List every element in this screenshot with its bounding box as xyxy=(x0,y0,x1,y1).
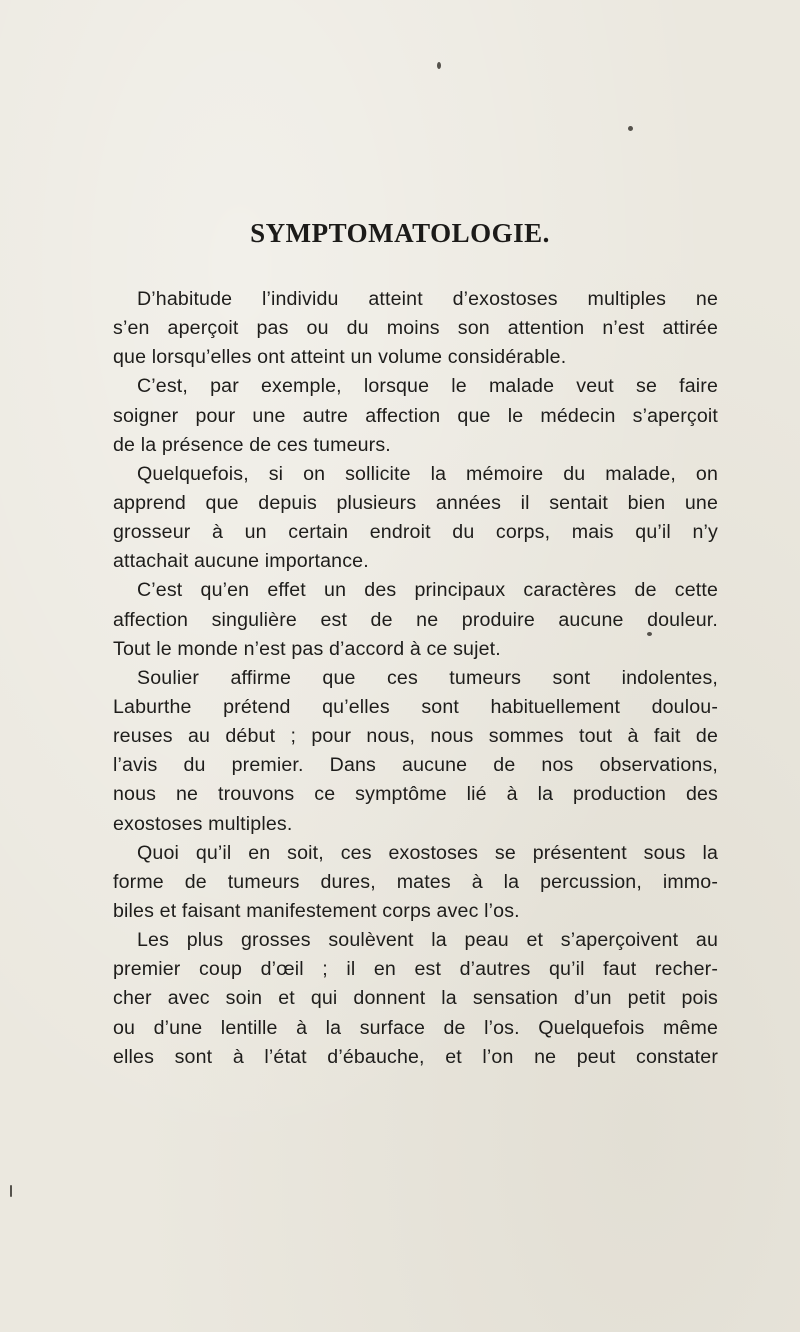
text-line: soigner pour une autre affection que le médecin s’aperçoit xyxy=(113,404,718,427)
text-line: ou d’une lentille à la surface de l’os. Quelquefois même xyxy=(113,1016,718,1039)
text-line: Les plus grosses soulèvent la peau et s’aperçoivent au xyxy=(137,929,718,952)
text-line: elles sont à l’état d’ébauche, et l’on ne peut constater xyxy=(113,1045,718,1068)
text-line: que lorsqu’elles ont atteint un volume considérable. xyxy=(113,346,567,369)
text-line: affection singulière est de ne produire aucune douleur. xyxy=(113,608,718,631)
text-line: forme de tumeurs dures, mates à la percussion, immo- xyxy=(113,870,718,893)
text-line: exostoses multiples. xyxy=(113,812,293,835)
text-line: biles et faisant manifestement corps avec l’os. xyxy=(113,899,520,922)
text-line: Soulier affirme que ces tumeurs sont indolentes, xyxy=(137,666,718,689)
text-line: s’en aperçoit pas ou du moins son attention n’est attirée xyxy=(113,317,718,340)
text-line: attachait aucune importance. xyxy=(113,550,369,573)
text-line: apprend que depuis plusieurs années il sentait bien une xyxy=(113,491,718,514)
text-line: C’est qu’en effet un des principaux caractères de cette xyxy=(137,579,718,602)
text-line: de la présence de ces tumeurs. xyxy=(113,433,391,456)
text-line: cher avec soin et qui donnent la sensation d’un petit pois xyxy=(113,987,718,1010)
ink-speck xyxy=(10,1185,12,1197)
ink-speck xyxy=(628,126,633,131)
text-line: nous ne trouvons ce symptôme lié à la production des xyxy=(113,783,718,806)
ink-speck xyxy=(437,62,441,69)
text-line: Laburthe prétend qu’elles sont habituellement doulou- xyxy=(113,695,718,718)
body-text xyxy=(113,285,718,1072)
text-line: D’habitude l’individu atteint d’exostoses multiples ne xyxy=(137,288,718,310)
text-line: grosseur à un certain endroit du corps, mais qu’il n’y xyxy=(113,521,718,544)
page-title: SYMPTOMATOLOGIE. xyxy=(250,218,550,248)
text-line: C’est, par exemple, lorsque le malade veut se faire xyxy=(137,375,718,398)
text-line: premier coup d’œil ; il en est d’autres qu’il faut recher- xyxy=(113,958,718,981)
text-line: Quoi qu’il en soit, ces exostoses se présentent sous la xyxy=(137,841,718,864)
text-line: l’avis du premier. Dans aucune de nos observations, xyxy=(113,754,718,777)
text-line: reuses au début ; pour nous, nous sommes tout à fait de xyxy=(113,725,718,748)
text-line: Tout le monde n’est pas d’accord à ce sujet. xyxy=(113,637,501,660)
text-line: Quelquefois, si on sollicite la mémoire du malade, on xyxy=(137,462,718,485)
